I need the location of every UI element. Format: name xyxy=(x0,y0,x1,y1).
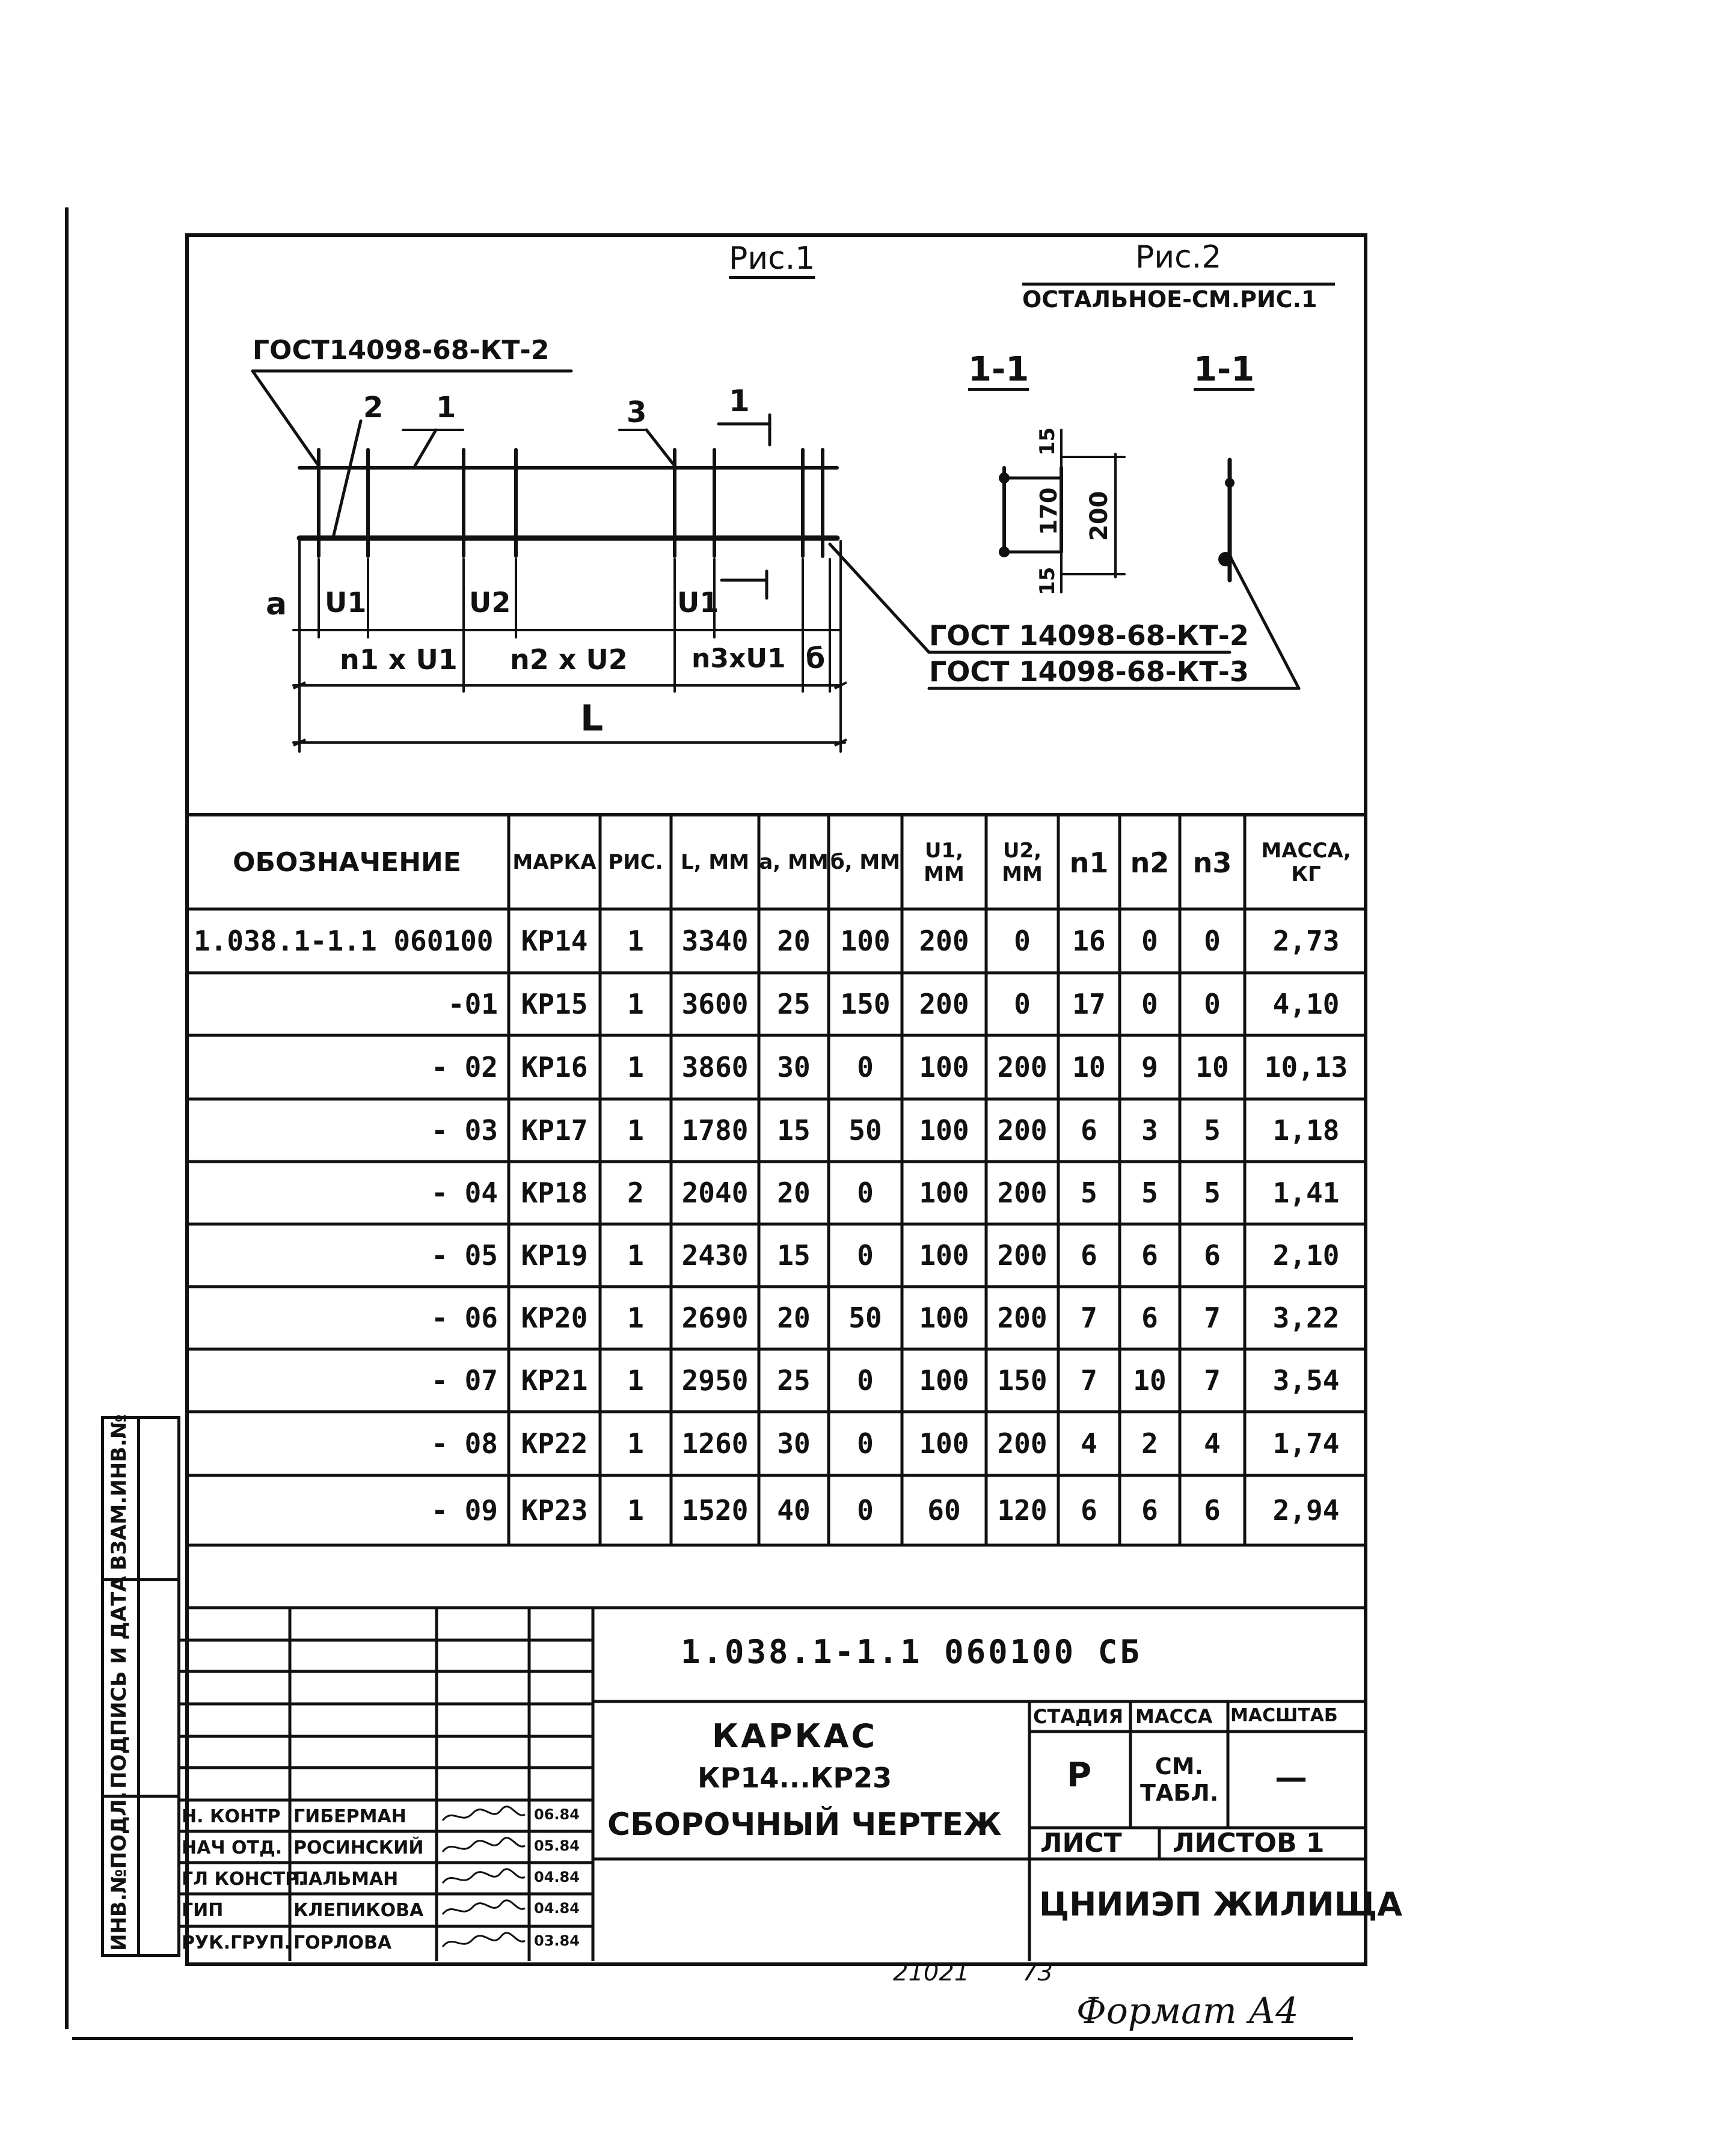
table-cell: 6 xyxy=(1141,1302,1158,1334)
table-cell: 25 xyxy=(777,1364,811,1397)
header-ris: РИС. xyxy=(608,850,663,875)
signature-name: ПАЛЬМАН xyxy=(293,1869,399,1890)
dim-a: a xyxy=(266,586,287,622)
position-1: 1 xyxy=(436,391,456,424)
table-cell: 6 xyxy=(1141,1239,1158,1272)
header-marka: МАРКА xyxy=(512,850,597,875)
table-cell: 0 xyxy=(1204,988,1221,1020)
table-cell: 0 xyxy=(1014,925,1031,957)
header-oboznachenie: ОБОЗНАЧЕНИЕ xyxy=(233,847,461,878)
table-cell: 4 xyxy=(1081,1427,1097,1460)
table-cell: 1 xyxy=(627,1302,644,1334)
signature-role: НАЧ ОТД. xyxy=(182,1837,283,1858)
cell-designation: - 03 xyxy=(431,1114,498,1147)
table-cell: 200 xyxy=(997,1302,1047,1334)
table-cell: 3860 xyxy=(681,1051,749,1083)
table-cell: 100 xyxy=(919,1051,969,1083)
signature-date: 05.84 xyxy=(534,1837,580,1854)
table-cell: 0 xyxy=(857,1494,874,1527)
table-cell: 7 xyxy=(1081,1302,1097,1334)
table-cell: 2,10 xyxy=(1272,1239,1340,1272)
organization: ЦНИИЭП ЖИЛИЩА xyxy=(1039,1885,1403,1923)
table-cell: 2040 xyxy=(681,1177,749,1209)
footer-number-2: 73 xyxy=(1022,1959,1053,1986)
table-cell: КР18 xyxy=(521,1177,588,1209)
stamp-vzam-inv: ВЗАМ.ИНВ.№ xyxy=(107,1414,131,1570)
dim-u1-left: U1 xyxy=(325,586,367,619)
table-cell: КР20 xyxy=(521,1302,588,1334)
table-cell: 100 xyxy=(919,1114,969,1147)
table-cell: 7 xyxy=(1204,1364,1221,1397)
table-cell: 6 xyxy=(1204,1494,1221,1527)
title-name-2: КР14...КР23 xyxy=(698,1762,892,1794)
table-cell: 200 xyxy=(997,1239,1047,1272)
table-cell: 2,73 xyxy=(1272,925,1340,957)
table-cell: 3,54 xyxy=(1272,1364,1340,1397)
bottom-line xyxy=(72,2037,1353,2040)
table-cell: 0 xyxy=(857,1177,874,1209)
title-name-3: СБОРОЧНЫЙ ЧЕРТЕЖ xyxy=(607,1807,1002,1843)
fig2-title: Рис.2 xyxy=(1135,239,1222,275)
fig1-title: Рис.1 xyxy=(729,240,815,277)
fig2-note: ОСТАЛЬНОЕ-СМ.РИС.1 xyxy=(1022,286,1317,313)
table-cell: 3 xyxy=(1141,1114,1158,1147)
cell-designation: - 07 xyxy=(431,1364,498,1397)
table-cell: 5 xyxy=(1141,1177,1158,1209)
table-cell: 4 xyxy=(1204,1427,1221,1460)
header-u1: U1, ММ xyxy=(924,838,965,886)
cell-designation: 1.038.1-1.1 060100 xyxy=(194,925,494,957)
table-cell: 200 xyxy=(919,988,969,1020)
sheets-label: ЛИСТОВ 1 xyxy=(1173,1828,1325,1858)
footer-number-1: 21021 xyxy=(893,1959,970,1986)
header-a: a, ММ xyxy=(759,850,829,875)
table-cell: 100 xyxy=(840,925,891,957)
dim-n3u1: n3xU1 xyxy=(692,643,786,674)
signature-role: ГИП xyxy=(182,1900,224,1921)
table-cell: 9 xyxy=(1141,1051,1158,1083)
table-cell: 17 xyxy=(1072,988,1106,1020)
dim-200: 200 xyxy=(1085,491,1113,541)
table-cell: 100 xyxy=(919,1427,969,1460)
table-cell: 20 xyxy=(777,1302,811,1334)
section-label-a: 1-1 xyxy=(968,350,1029,389)
table-cell: КР23 xyxy=(521,1494,588,1527)
handwritten-signature xyxy=(438,1833,528,1863)
signature-name: РОСИНСКИЙ xyxy=(293,1837,424,1858)
table-cell: 15 xyxy=(777,1239,811,1272)
table-cell: 7 xyxy=(1081,1364,1097,1397)
dim-15-bot: 15 xyxy=(1035,566,1060,595)
table-cell: 100 xyxy=(919,1239,969,1272)
table-cell: 3,22 xyxy=(1272,1302,1340,1334)
table-cell: 25 xyxy=(777,988,811,1020)
dim-u1-right: U1 xyxy=(677,586,719,619)
table-cell: 30 xyxy=(777,1427,811,1460)
dim-u2: U2 xyxy=(469,586,511,619)
table-cell: 1 xyxy=(627,925,644,957)
table-cell: 5 xyxy=(1204,1177,1221,1209)
table-cell: 6 xyxy=(1081,1239,1097,1272)
table-cell: 0 xyxy=(1204,925,1221,957)
table-cell: 6 xyxy=(1081,1494,1097,1527)
table-cell: 0 xyxy=(857,1051,874,1083)
scale-value: — xyxy=(1275,1759,1307,1796)
table-cell: 0 xyxy=(857,1239,874,1272)
table-cell: 1,18 xyxy=(1272,1114,1340,1147)
table-cell: 16 xyxy=(1072,925,1106,957)
cell-designation: - 05 xyxy=(431,1239,498,1272)
position-2: 2 xyxy=(363,391,384,424)
table-cell: 0 xyxy=(857,1364,874,1397)
signature-date: 06.84 xyxy=(534,1806,580,1823)
table-cell: КР21 xyxy=(521,1364,588,1397)
signature-date: 04.84 xyxy=(534,1869,580,1885)
stage-value: Р xyxy=(1067,1756,1092,1795)
header-b: б, ММ xyxy=(830,850,901,875)
table-cell: 5 xyxy=(1081,1177,1097,1209)
table-cell: 1,74 xyxy=(1272,1427,1340,1460)
cell-designation: - 08 xyxy=(431,1427,498,1460)
format-label: Формат А4 xyxy=(1076,1990,1299,2032)
table-cell: 1 xyxy=(627,988,644,1020)
mass-label: МАССА xyxy=(1135,1705,1213,1728)
gost-bottom-2: ГОСТ 14098-68-КТ-3 xyxy=(929,655,1249,688)
signature-name: ГИБЕРМАН xyxy=(293,1806,406,1827)
table-cell: 1 xyxy=(627,1427,644,1460)
table-cell: КР14 xyxy=(521,925,588,957)
table-cell: 40 xyxy=(777,1494,811,1527)
signature-date: 03.84 xyxy=(534,1932,580,1949)
table-cell: 200 xyxy=(919,925,969,957)
header-n2: n2 xyxy=(1130,846,1170,879)
dim-n1u1: n1 x U1 xyxy=(340,643,458,676)
table-cell: 120 xyxy=(997,1494,1047,1527)
table-cell: 1 xyxy=(627,1494,644,1527)
table-cell: 2690 xyxy=(681,1302,749,1334)
table-cell: 7 xyxy=(1204,1302,1221,1334)
table-cell: 150 xyxy=(997,1364,1047,1397)
header-massa: МАССА, КГ xyxy=(1261,838,1351,886)
table-cell: КР19 xyxy=(521,1239,588,1272)
gost-top-label: ГОСТ14098-68-КТ-2 xyxy=(253,335,550,366)
table-cell: 1260 xyxy=(681,1427,749,1460)
table-cell: КР17 xyxy=(521,1114,588,1147)
table-cell: КР16 xyxy=(521,1051,588,1083)
table-cell: 50 xyxy=(848,1302,882,1334)
table-cell: 0 xyxy=(857,1427,874,1460)
table-cell: 15 xyxy=(777,1114,811,1147)
table-cell: 1520 xyxy=(681,1494,749,1527)
table-cell: 6 xyxy=(1081,1114,1097,1147)
table-cell: 10 xyxy=(1072,1051,1106,1083)
table-cell: 100 xyxy=(919,1302,969,1334)
header-n1: n1 xyxy=(1069,846,1109,879)
dim-b: б xyxy=(806,642,826,675)
table-cell: КР15 xyxy=(521,988,588,1020)
header-n3: n3 xyxy=(1192,846,1232,879)
stage-label: СТАДИЯ xyxy=(1033,1705,1123,1728)
dim-15-top: 15 xyxy=(1035,427,1060,456)
table-cell: 100 xyxy=(919,1177,969,1209)
table-cell: 30 xyxy=(777,1051,811,1083)
stamp-inv-podl: ИНВ.№ПОДЛ. xyxy=(107,1791,131,1951)
cell-designation: - 06 xyxy=(431,1302,498,1334)
table-cell: 6 xyxy=(1141,1494,1158,1527)
position-3: 3 xyxy=(627,396,647,429)
table-cell: 1 xyxy=(627,1364,644,1397)
table-cell: 10 xyxy=(1195,1051,1229,1083)
cut-mark: 1 xyxy=(729,384,750,418)
handwritten-signature xyxy=(438,1864,528,1894)
cell-designation: - 02 xyxy=(431,1051,498,1083)
signature-name: ГОРЛОВА xyxy=(293,1932,392,1953)
table-cell: 2 xyxy=(1141,1427,1158,1460)
cell-designation: - 09 xyxy=(431,1494,498,1527)
cell-designation: - 04 xyxy=(431,1177,498,1209)
table-cell: 200 xyxy=(997,1427,1047,1460)
header-u2: U2, ММ xyxy=(1002,838,1043,886)
table-cell: 20 xyxy=(777,925,811,957)
table-cell: 1780 xyxy=(681,1114,749,1147)
table-cell: 10,13 xyxy=(1264,1051,1348,1083)
header-L: L, ММ xyxy=(680,850,750,875)
table-cell: 50 xyxy=(848,1114,882,1147)
stamp-podpis-data: ПОДПИСЬ И ДАТА xyxy=(107,1576,131,1789)
scale-label: МАСШТАБ xyxy=(1230,1705,1338,1726)
table-cell: 1 xyxy=(627,1114,644,1147)
table-cell: 20 xyxy=(777,1177,811,1209)
title-name-1: КАРКАС xyxy=(712,1717,878,1755)
dim-n2u2: n2 x U2 xyxy=(510,643,628,676)
table-cell: 10 xyxy=(1133,1364,1167,1397)
table-cell: 5 xyxy=(1204,1114,1221,1147)
section-label-b: 1-1 xyxy=(1194,350,1255,389)
table-cell: 60 xyxy=(927,1494,961,1527)
table-cell: 3600 xyxy=(681,988,749,1020)
table-cell: 2 xyxy=(627,1177,644,1209)
table-cell: 200 xyxy=(997,1114,1047,1147)
table-cell: 150 xyxy=(840,988,891,1020)
mass-value: СМ. ТАБЛ. xyxy=(1140,1753,1219,1806)
table-cell: КР22 xyxy=(521,1427,588,1460)
table-cell: 0 xyxy=(1014,988,1031,1020)
gost-bottom-1: ГОСТ 14098-68-КТ-2 xyxy=(929,619,1249,652)
table-cell: 2950 xyxy=(681,1364,749,1397)
table-cell: 1 xyxy=(627,1051,644,1083)
table-cell: 1,41 xyxy=(1272,1177,1340,1209)
signature-role: РУК.ГРУП. xyxy=(182,1932,291,1953)
table-cell: 3340 xyxy=(681,925,749,957)
table-cell: 0 xyxy=(1141,925,1158,957)
table-cell: 1 xyxy=(627,1239,644,1272)
dim-170: 170 xyxy=(1035,487,1062,535)
table-cell: 2430 xyxy=(681,1239,749,1272)
sheet-label: ЛИСТ xyxy=(1040,1828,1122,1858)
table-cell: 200 xyxy=(997,1051,1047,1083)
table-cell: 6 xyxy=(1204,1239,1221,1272)
table-cell: 4,10 xyxy=(1272,988,1340,1020)
signature-date: 04.84 xyxy=(534,1900,580,1917)
table-cell: 0 xyxy=(1141,988,1158,1020)
handwritten-signature xyxy=(438,1895,528,1925)
handwritten-signature xyxy=(438,1801,528,1831)
signature-role: Н. КОНТР xyxy=(182,1806,281,1827)
document-code: 1.038.1-1.1 060100 СБ xyxy=(681,1633,1142,1671)
table-cell: 100 xyxy=(919,1364,969,1397)
table-cell: 200 xyxy=(997,1177,1047,1209)
table-cell: 2,94 xyxy=(1272,1494,1340,1527)
signature-name: КЛЕПИКОВА xyxy=(293,1900,424,1921)
handwritten-signature xyxy=(438,1928,528,1958)
signature-role: ГЛ КОНСТР. xyxy=(182,1869,305,1890)
cell-designation: -01 xyxy=(447,988,498,1020)
dim-L: L xyxy=(580,697,604,740)
